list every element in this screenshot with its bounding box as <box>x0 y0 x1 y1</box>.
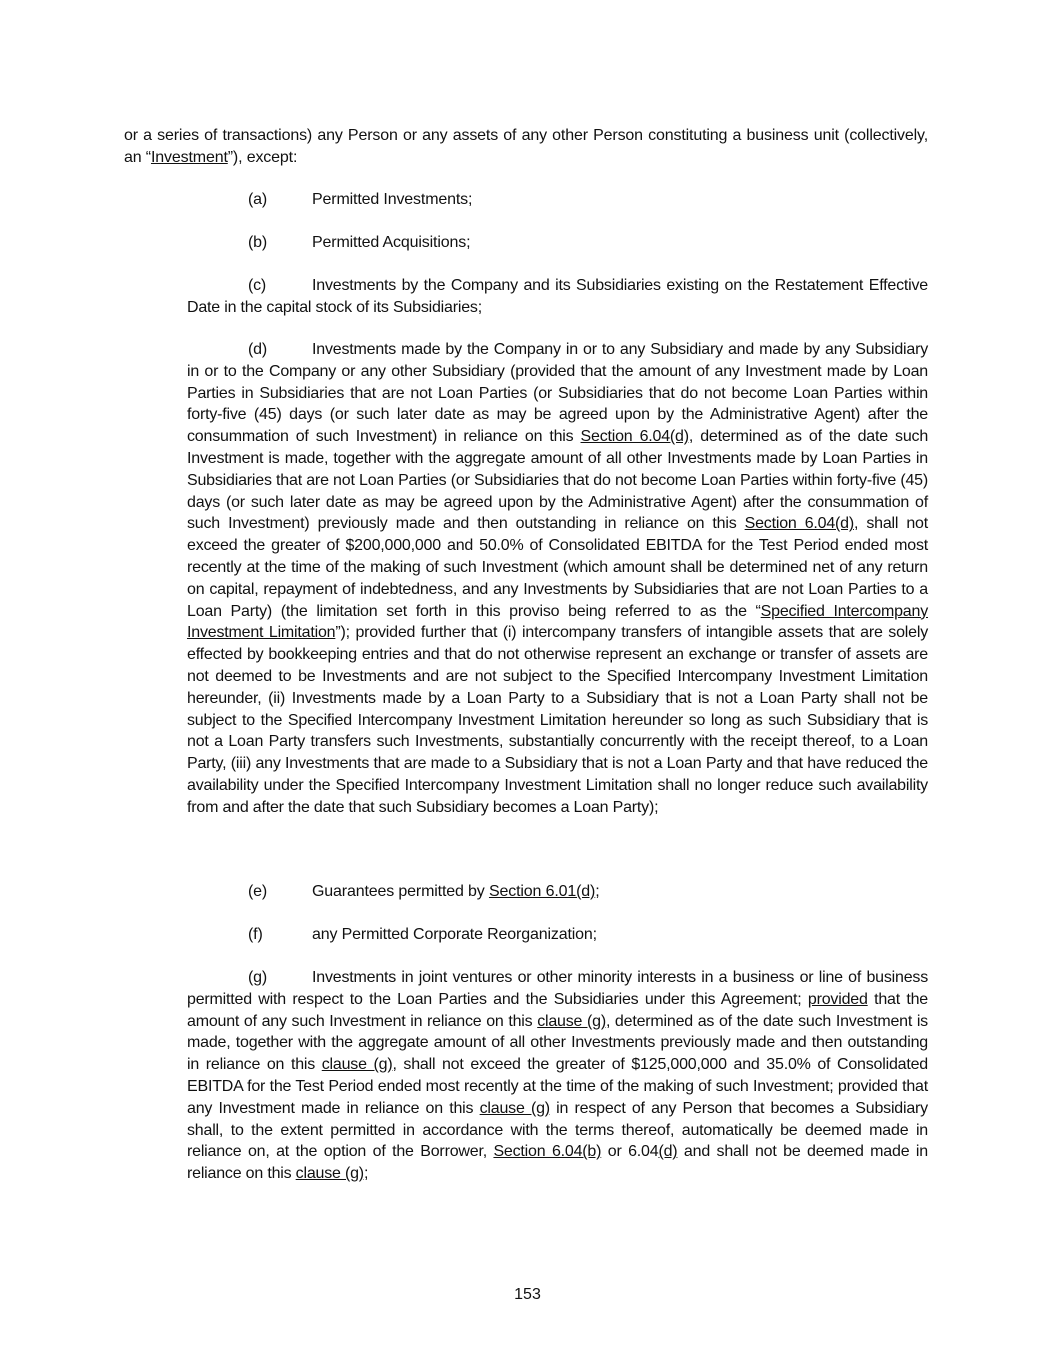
clause-text: Investments in joint ventures or other minority interests in a business or line of business permitted with respect to the Loan Parties and the Subsidiaries under this Agreement; <box>187 969 928 1008</box>
clause-text: Permitted Investments; <box>312 191 473 208</box>
clause-text: that the amount of any such Investment in reliance on this <box>187 990 928 1030</box>
clause-label: (e) <box>248 883 268 900</box>
intro-text-end: ”), except: <box>227 148 298 166</box>
clause-b <box>248 232 470 254</box>
clause-text: ; <box>595 883 600 900</box>
clause-f <box>248 924 597 946</box>
intro-paragraph <box>124 125 928 169</box>
clause-text: or 6.04 <box>601 1143 659 1161</box>
intro-text: or a series of transactions) any Person or any assets of any other Person constituting a business unit (collectively, an “ <box>124 127 928 166</box>
clause-text: Investments made by the Company in or to any Subsidiary and made by any Subsidiary in or to the Company or any other Subsidiary (provided that the amount of any Investment made by Loan Parties in Subsidiaries that are not Loan Parties (or Subsidiaries that do not become Loan Parties within forty-five (45) days (or such later date as may be agreed upon by the Administrative Agent) after the consummation of such Investment) in reliance on this <box>187 341 928 446</box>
clause-text: ; <box>363 1165 369 1183</box>
clause-text: any Permitted Corporate Reorganization; <box>312 926 597 943</box>
clause-g <box>187 967 928 1185</box>
section-reference: clause (g) <box>537 1012 606 1030</box>
clause-c <box>187 275 928 319</box>
clause-label: (a) <box>248 191 268 208</box>
clause-text: , determined as of the date such Investment is made, together with the aggregate amount of all other Investments previously made and then outstanding in reliance on this <box>187 1012 928 1074</box>
section-reference: Section 6.04(d) <box>580 428 689 446</box>
clause-label: (f) <box>248 926 263 943</box>
clause-text: , shall not exceed the greater of $200,000,000 and 50.0% of Consolidated EBITDA for the Test Period ended most recently at the time of the making of such Investment (which amount shall be determined net of any return on capital, repayment of indebtedness, and any Investments by Subsidiaries that are not Loan Parties to a Loan Party) (the limitation set forth in this proviso being referred to as the “ <box>187 515 928 620</box>
clause-text: Investments by the Company and its Subsidiaries existing on the Restatement Effective Date in the capital stock of its Subsidiaries; <box>187 277 928 316</box>
clause-label: (c) <box>248 277 267 294</box>
section-reference: clause (g) <box>321 1056 393 1074</box>
clause-label: (g) <box>248 969 267 986</box>
investment-defined-term: Investment <box>150 148 228 166</box>
defined-term: provided <box>807 990 868 1008</box>
section-reference: Section 6.04(b) <box>493 1143 602 1161</box>
clause-label: (d) <box>248 341 267 358</box>
clause-text: Guarantees permitted by <box>312 883 489 900</box>
page-number: 153 <box>514 1286 541 1303</box>
section-reference: Section 6.04(d) <box>744 515 854 533</box>
section-reference: Section 6.01(d) <box>488 883 596 900</box>
clause-a <box>248 189 472 211</box>
clause-text: Permitted Acquisitions; <box>312 234 471 251</box>
section-reference: clause (g) <box>479 1099 550 1117</box>
clause-text: ”); provided further that (i) intercompany transfers of intangible assets that are solely effected by bookkeeping entries and that do not otherwise represent an exchange or transfer of assets are not deemed to be Investments and are not subject to the Specified Intercompany Investment Limitation hereunder, (ii) Investments made by a Loan Party to a Subsidiary that is not a Loan Party shall not be subject to the Specified Intercompany Investment Limitation hereunder so long as such Subsidiary that is not a Loan Party transfers such Investments, substantially concurrently with the receipt thereof, to a Loan Party, (iii) any Investments that are made to a Subsidiary that is not a Loan Party and that have reduced the availability under the Specified Intercompany Investment Limitation shall no longer reduce such availability from and after the date that such Subsidiary becomes a Loan Party); <box>187 624 928 816</box>
defined-term: Specified Intercompany Investment Limitation <box>187 602 928 642</box>
section-reference: (d) <box>658 1143 678 1161</box>
clause-text: and shall not be deemed made in reliance on this <box>187 1143 928 1183</box>
clause-e <box>248 881 600 903</box>
clause-d <box>187 339 928 819</box>
clause-text: in respect of any Person that becomes a Subsidiary shall, to the extent permitted in accordance with the terms thereof, automatically be deemed made in reliance on, at the option of the Borrower, <box>187 1099 928 1161</box>
section-reference: clause (g) <box>295 1165 364 1183</box>
clause-label: (b) <box>248 234 268 251</box>
clause-text: , shall not exceed the greater of $125,000,000 and 35.0% of Consolidated EBITDA for the Test Period ended most recently at the time of the making of such Investment; provided that any Investment made in reliance on this <box>187 1056 928 1117</box>
clause-text: , determined as of the date such Investment is made, together with the aggregate amount of all other Investments made by Loan Parties in Subsidiaries that are not Loan Parties (or Subsidiaries that do not become Loan Parties within forty-five (45) days (or such later date as may be agreed upon by the Administrative Agent) after the consummation of such Investment) previously made and then outstanding in reliance on this <box>187 428 929 533</box>
